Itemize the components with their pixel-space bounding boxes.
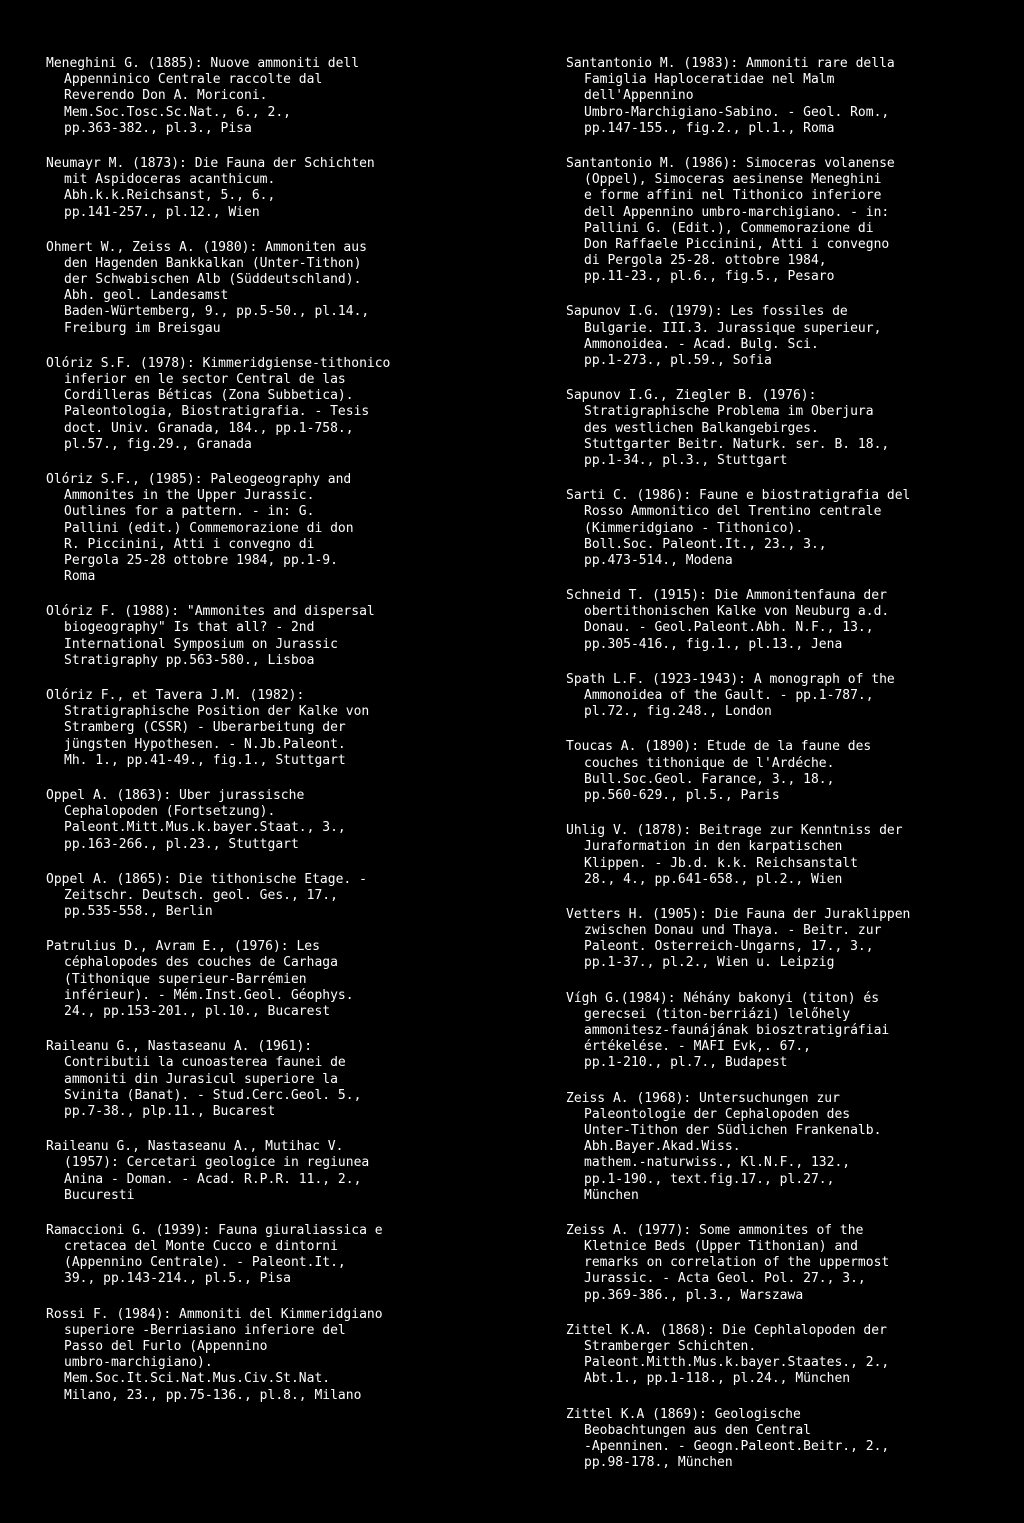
reference-line: di Pergola 25-28. ottobre 1984, xyxy=(584,253,827,269)
reference-first-line: Olóriz S.F. (1978): Kimmeridgiense-tithonico xyxy=(46,355,391,371)
reference-first-line: Schneid T. (1915): Die Ammonitenfauna der xyxy=(566,588,887,604)
reference-line: mathem.-naturwiss., Kl.N.F., 132., xyxy=(584,1155,851,1171)
reference-first-line: Sapunov I.G., Ziegler B. (1976): xyxy=(566,388,817,404)
reference-line: Zeitschr. Deutsch. geol. Ges., 17., xyxy=(64,887,338,903)
reference-line: Abh.k.k.Reichsanst, 5., 6., xyxy=(64,188,276,204)
reference-entry xyxy=(46,1139,486,1204)
reference-line: céphalopodes des couches de Carhaga xyxy=(64,955,338,971)
reference-line: pl.72., fig.248., London xyxy=(584,704,772,720)
reference-line: Stuttgarter Beitr. Naturk. ser. B. 18., xyxy=(584,436,890,452)
reference-first-line: Uhlig V. (1878): Beitrage zur Kenntniss der xyxy=(566,823,903,839)
reference-entry xyxy=(46,1039,486,1120)
reference-line: pp.369-386., pl.3., Warszawa xyxy=(584,1287,804,1303)
reference-line: Anina - Doman. - Acad. R.P.R. 11., 2., xyxy=(64,1171,362,1187)
reference-line: zwischen Donau und Thaya. - Beitr. zur xyxy=(584,923,882,939)
reference-first-line: Zittel K.A (1869): Geologische xyxy=(566,1406,801,1422)
reference-line: superiore -Berriasiano inferiore del xyxy=(64,1322,346,1338)
reference-line: obertithonischen Kalke von Neuburg a.d. xyxy=(584,604,890,620)
reference-line: ammoniti din Jurasicul superiore la xyxy=(64,1071,338,1087)
reference-first-line: Ohmert W., Zeiss A. (1980): Ammoniten aus xyxy=(46,239,367,255)
reference-line: Reverendo Don A. Moriconi. xyxy=(64,88,268,104)
reference-entry xyxy=(566,823,1006,888)
reference-line: pl.57., fig.29., Granada xyxy=(64,436,252,452)
reference-line: Famiglia Haploceratidae nel Malm xyxy=(584,72,835,88)
reference-first-line: Vetters H. (1905): Die Fauna der Juraklippen xyxy=(566,906,911,922)
reference-line: Ammonites in the Upper Jurassic. xyxy=(64,488,315,504)
reference-line: pp.11-23., pl.6., fig.5., Pesaro xyxy=(584,269,835,285)
reference-line: Contributii la cunoasterea faunei de xyxy=(64,1055,346,1071)
reference-line: Paleont.Mitt.Mus.k.bayer.Staat., 3., xyxy=(64,820,346,836)
reference-entry xyxy=(566,907,1006,972)
reference-line: Pallini (edit.) Commemorazione di don xyxy=(64,520,354,536)
reference-line: Outlines for a pattern. - in: G. xyxy=(64,504,315,520)
reference-first-line: Raileanu G., Nastaseanu A., Mutihac V. xyxy=(46,1139,344,1155)
reference-line: 24., pp.153-201., pl.10., Bucarest xyxy=(64,1004,331,1019)
reference-entry xyxy=(566,1323,1006,1388)
reference-line: Ammonoidea. - Acad. Bulg. Sci. xyxy=(584,336,819,352)
reference-first-line: Santantonio M. (1983): Ammoniti rare della xyxy=(566,56,895,71)
reference-entry xyxy=(566,156,1006,286)
reference-line: mit Aspidoceras acanthicum. xyxy=(64,172,276,188)
reference-line: dell'Appennino xyxy=(584,88,694,104)
reference-line: Jurassic. - Acta Geol. Pol. 27., 3., xyxy=(584,1271,866,1287)
reference-line: Ammonoidea of the Gault. - pp.1-787., xyxy=(584,688,874,703)
reference-line: gerecsei (titon-berriázi) lelőhely xyxy=(584,1006,851,1022)
reference-first-line: Olóriz F., et Tavera J.M. (1982): xyxy=(46,688,305,703)
reference-line: jüngsten Hypothesen. - N.Jb.Paleont. xyxy=(64,736,346,752)
reference-first-line: Spath L.F. (1923-1943): A monograph of the xyxy=(566,671,895,687)
reference-line: International Symposium on Jurassic xyxy=(64,636,338,652)
reference-line: e forme affini nel Tithonico inferiore xyxy=(584,188,882,204)
reference-line: Stratigraphische Position der Kalke von xyxy=(64,704,370,720)
reference-line: 39., pp.143-214., pl.5., Pisa xyxy=(64,1271,291,1287)
reference-entry xyxy=(46,156,486,221)
reference-line: pp.473-514., Modena xyxy=(584,552,733,568)
reference-first-line: Olóriz F. (1988): "Ammonites and dispersal xyxy=(46,604,375,620)
reference-entry xyxy=(46,472,486,585)
reference-line: cretacea del Monte Cucco e dintorni xyxy=(64,1239,338,1255)
reference-entry xyxy=(566,739,1006,804)
reference-line: (Tithonique superieur-Barrémien xyxy=(64,971,307,987)
reference-line: pp.98-178., München xyxy=(584,1455,733,1471)
reference-line: Donau. - Geol.Paleont.Abh. N.F., 13., xyxy=(584,620,874,636)
reference-line: pp.1-34., pl.3., Stuttgart xyxy=(584,452,788,468)
reference-line: Abt.1., pp.1-118., pl.24., München xyxy=(584,1371,851,1387)
reference-line: pp.560-629., pl.5., Paris xyxy=(584,787,780,803)
reference-line: pp.163-266., pl.23., Stuttgart xyxy=(64,836,299,852)
reference-line: pp.363-382., pl.3., Pisa xyxy=(64,120,252,136)
reference-line: Juraformation in den karpatischen xyxy=(584,839,843,855)
reference-line: Bucuresti xyxy=(64,1187,135,1203)
reference-line: Stratigraphische Problema im Oberjura xyxy=(584,404,874,420)
reference-entry xyxy=(566,588,1006,653)
reference-line: -Apenninen. - Geogn.Paleont.Beitr., 2., xyxy=(584,1438,890,1454)
reference-line: Abh. geol. Landesamst xyxy=(64,288,229,304)
reference-line: Stramberger Schichten. xyxy=(584,1339,757,1354)
reference-line: 28., 4., pp.641-658., pl.2., Wien xyxy=(584,871,843,887)
reference-entry xyxy=(566,672,1006,721)
reference-line: értékelése. - MÁFI Évk,. 67., xyxy=(584,1039,811,1055)
reference-line: Umbro-Marchigiano-Sabino. - Geol. Rom., xyxy=(584,104,890,120)
reference-line: pp.305-416., fig.1., pl.13., Jena xyxy=(584,636,843,652)
reference-first-line: Sarti C. (1986): Faune e biostratigrafia del xyxy=(566,488,911,504)
reference-line: pp.7-38., plp.11., Bucarest xyxy=(64,1103,276,1119)
reference-line: Freiburg im Breisgau xyxy=(64,320,221,336)
reference-entry xyxy=(566,304,1006,369)
reference-first-line: Sapunov I.G. (1979): Les fossiles de xyxy=(566,304,848,320)
reference-first-line: Rossi F. (1984): Ammoniti del Kimmeridgiano xyxy=(46,1306,383,1322)
reference-line: Stratigraphy pp.563-580., Lisboa xyxy=(64,652,315,668)
reference-line: der Schwabischen Alb (Süddeutschland). xyxy=(64,272,362,288)
reference-line: Bulgarie. III.3. Jurassique superieur, xyxy=(584,320,882,336)
reference-line: Passo del Furlo (Appennino xyxy=(64,1339,268,1354)
reference-entry xyxy=(46,939,486,1020)
reference-first-line: Toucas A. (1890): Étude de la faune des xyxy=(566,739,872,755)
reference-line: Paleontologia, Biostratigrafia. - Tesis xyxy=(64,404,370,420)
reference-entry xyxy=(46,604,486,669)
reference-line: umbro-marchigiano). xyxy=(64,1355,213,1371)
reference-line: pp.1-273., pl.59., Sofia xyxy=(584,353,772,368)
reference-line: des westlichen Balkangebirges. xyxy=(584,420,819,436)
reference-entry xyxy=(46,1307,486,1404)
reference-line: pp.141-257., pl.12., Wien xyxy=(64,204,260,220)
left-column xyxy=(46,56,486,1404)
reference-first-line: Zittel K.A. (1868): Die Cephlalopoden der xyxy=(566,1322,887,1338)
reference-entry xyxy=(46,356,486,453)
reference-line: Bull.Soc.Geol. Farance, 3., 18., xyxy=(584,771,835,787)
reference-entry xyxy=(566,1407,1006,1472)
reference-first-line: Meneghini G. (1885): Nuove ammoniti dell xyxy=(46,56,360,71)
reference-first-line: Patrulius D., Avram E., (1976): Les xyxy=(46,939,320,955)
reference-line: inférieur). - Mém.Inst.Geol. Géophys. xyxy=(64,987,354,1003)
reference-line: Rosso Ammonitico del Trentino centrale xyxy=(584,504,882,520)
reference-line: den Hagenden Bankkalkan (Unter-Tithon) xyxy=(64,255,362,271)
reference-line: biogeography" Is that all? - 2nd xyxy=(64,620,315,636)
reference-entry xyxy=(46,1223,486,1288)
reference-line: Mem.Soc.Tosc.Sc.Nat., 6., 2., xyxy=(64,104,291,120)
reference-line: Roma xyxy=(64,569,96,585)
reference-line: Paleont. Österreich-Ungarns, 17., 3., xyxy=(584,939,874,955)
reference-line: Cephalopoden (Fortsetzung). xyxy=(64,804,276,820)
reference-line: pp.147-155., fig.2., pl.1., Roma xyxy=(584,120,835,136)
reference-line: (Oppel), Simoceras aesinense Meneghini xyxy=(584,172,882,188)
reference-entry xyxy=(566,991,1006,1072)
reference-line: (Appennino Centrale). - Paleont.It., xyxy=(64,1255,346,1271)
reference-first-line: Raileanu G., Nastaseanu A. (1961): xyxy=(46,1039,313,1055)
reference-line: Boll.Soc. Paleont.It., 23., 3., xyxy=(584,536,827,552)
reference-line: Paleont.Mitth.Mus.k.bayer.Staates., 2., xyxy=(584,1355,890,1371)
reference-entry xyxy=(566,1223,1006,1304)
reference-first-line: Oppel A. (1863): Über jurassische xyxy=(46,787,305,803)
right-column xyxy=(566,56,1006,1471)
reference-entry xyxy=(566,56,1006,137)
reference-line: couches tithonique de l'Ardéche. xyxy=(584,755,835,771)
reference-first-line: Vígh G.(1984): Néhány bakonyi (titon) és xyxy=(566,990,880,1006)
reference-line: Svinita (Banat). - Stud.Cerc.Geol. 5., xyxy=(64,1087,362,1103)
reference-entry xyxy=(566,488,1006,569)
reference-line: Pergola 25-28 ottobre 1984, pp.1-9. xyxy=(64,552,338,568)
reference-entry xyxy=(566,388,1006,469)
reference-line: Appenninico Centrale raccolte dal xyxy=(64,72,323,88)
reference-line: inferior en le sector Central de las xyxy=(64,372,346,387)
reference-entry xyxy=(46,240,486,337)
reference-first-line: Zeiss A. (1977): Some ammonites of the xyxy=(566,1222,864,1238)
reference-line: (Kimmeridgiano - Tithonico). xyxy=(584,520,804,536)
reference-line: Cordilleras Béticas (Zona Subbetica). xyxy=(64,388,354,404)
reference-line: pp.1-210., pl.7., Budapest xyxy=(584,1055,788,1071)
reference-line: pp.1-190., text.fig.17., pl.27., xyxy=(584,1171,835,1187)
reference-first-line: Zeiss A. (1968): Untersuchungen zur xyxy=(566,1090,840,1106)
reference-entry xyxy=(46,872,486,921)
reference-line: dell Appennino umbro-marchigiano. - in: xyxy=(584,204,890,220)
reference-line: Mem.Soc.It.Sci.Nat.Mus.Civ.St.Nat. xyxy=(64,1371,331,1387)
reference-line: Don Raffaele Piccinini, Atti i convegno xyxy=(584,236,890,252)
reference-first-line: Ramaccioni G. (1939): Fauna giuraliassica e xyxy=(46,1222,383,1238)
reference-first-line: Santantonio M. (1986): Simoceras volanense xyxy=(566,155,895,171)
reference-entry xyxy=(46,688,486,769)
reference-entry xyxy=(46,788,486,853)
reference-line: pp.1-37., pl.2., Wien u. Leipzig xyxy=(584,955,835,971)
reference-line: (1957): Cercetari geologice in regiunea xyxy=(64,1155,370,1171)
reference-line: Klippen. - Jb.d. k.k. Reichsanstalt xyxy=(584,855,858,871)
reference-first-line: Neumayr M. (1873): Die Fauna der Schichten xyxy=(46,155,375,171)
reference-first-line: Oppel A. (1865): Die tithonische Etage. - xyxy=(46,871,367,887)
reference-first-line: Olóriz S.F., (1985): Paleogeography and xyxy=(46,471,352,487)
reference-line: doct. Univ. Granada, 184., pp.1-758., xyxy=(64,420,354,436)
reference-line: München xyxy=(584,1187,639,1203)
reference-line: Pallini G. (Edit.), Commemorazione di xyxy=(584,220,874,236)
reference-entry xyxy=(46,56,486,137)
reference-line: Beobachtungen aus den Central xyxy=(584,1422,811,1438)
reference-line: Unter-Tithon der Südlichen Frankenalb. xyxy=(584,1122,882,1138)
reference-line: R. Piccinini, Atti i convegno di xyxy=(64,536,315,552)
reference-line: ammonitesz-faunájának biosztratigráfiai xyxy=(584,1023,890,1038)
reference-entry xyxy=(566,1091,1006,1204)
reference-line: Baden-Würtemberg, 9., pp.5-50., pl.14., xyxy=(64,304,370,320)
reference-line: Mh. 1., pp.41-49., fig.1., Stuttgart xyxy=(64,752,346,768)
reference-line: Kletnice Beds (Upper Tithonian) and xyxy=(584,1239,858,1255)
reference-line: Abh.Bayer.Akad.Wiss. xyxy=(584,1139,741,1155)
reference-line: Stramberg (CSSR) - Überarbeitung der xyxy=(64,720,346,736)
reference-line: Milano, 23., pp.75-136., pl.8., Milano xyxy=(64,1387,362,1403)
reference-line: Paleontologie der Cephalopoden des xyxy=(584,1106,851,1122)
reference-line: remarks on correlation of the uppermost xyxy=(584,1255,890,1271)
reference-line: pp.535-558., Berlin xyxy=(64,904,213,920)
